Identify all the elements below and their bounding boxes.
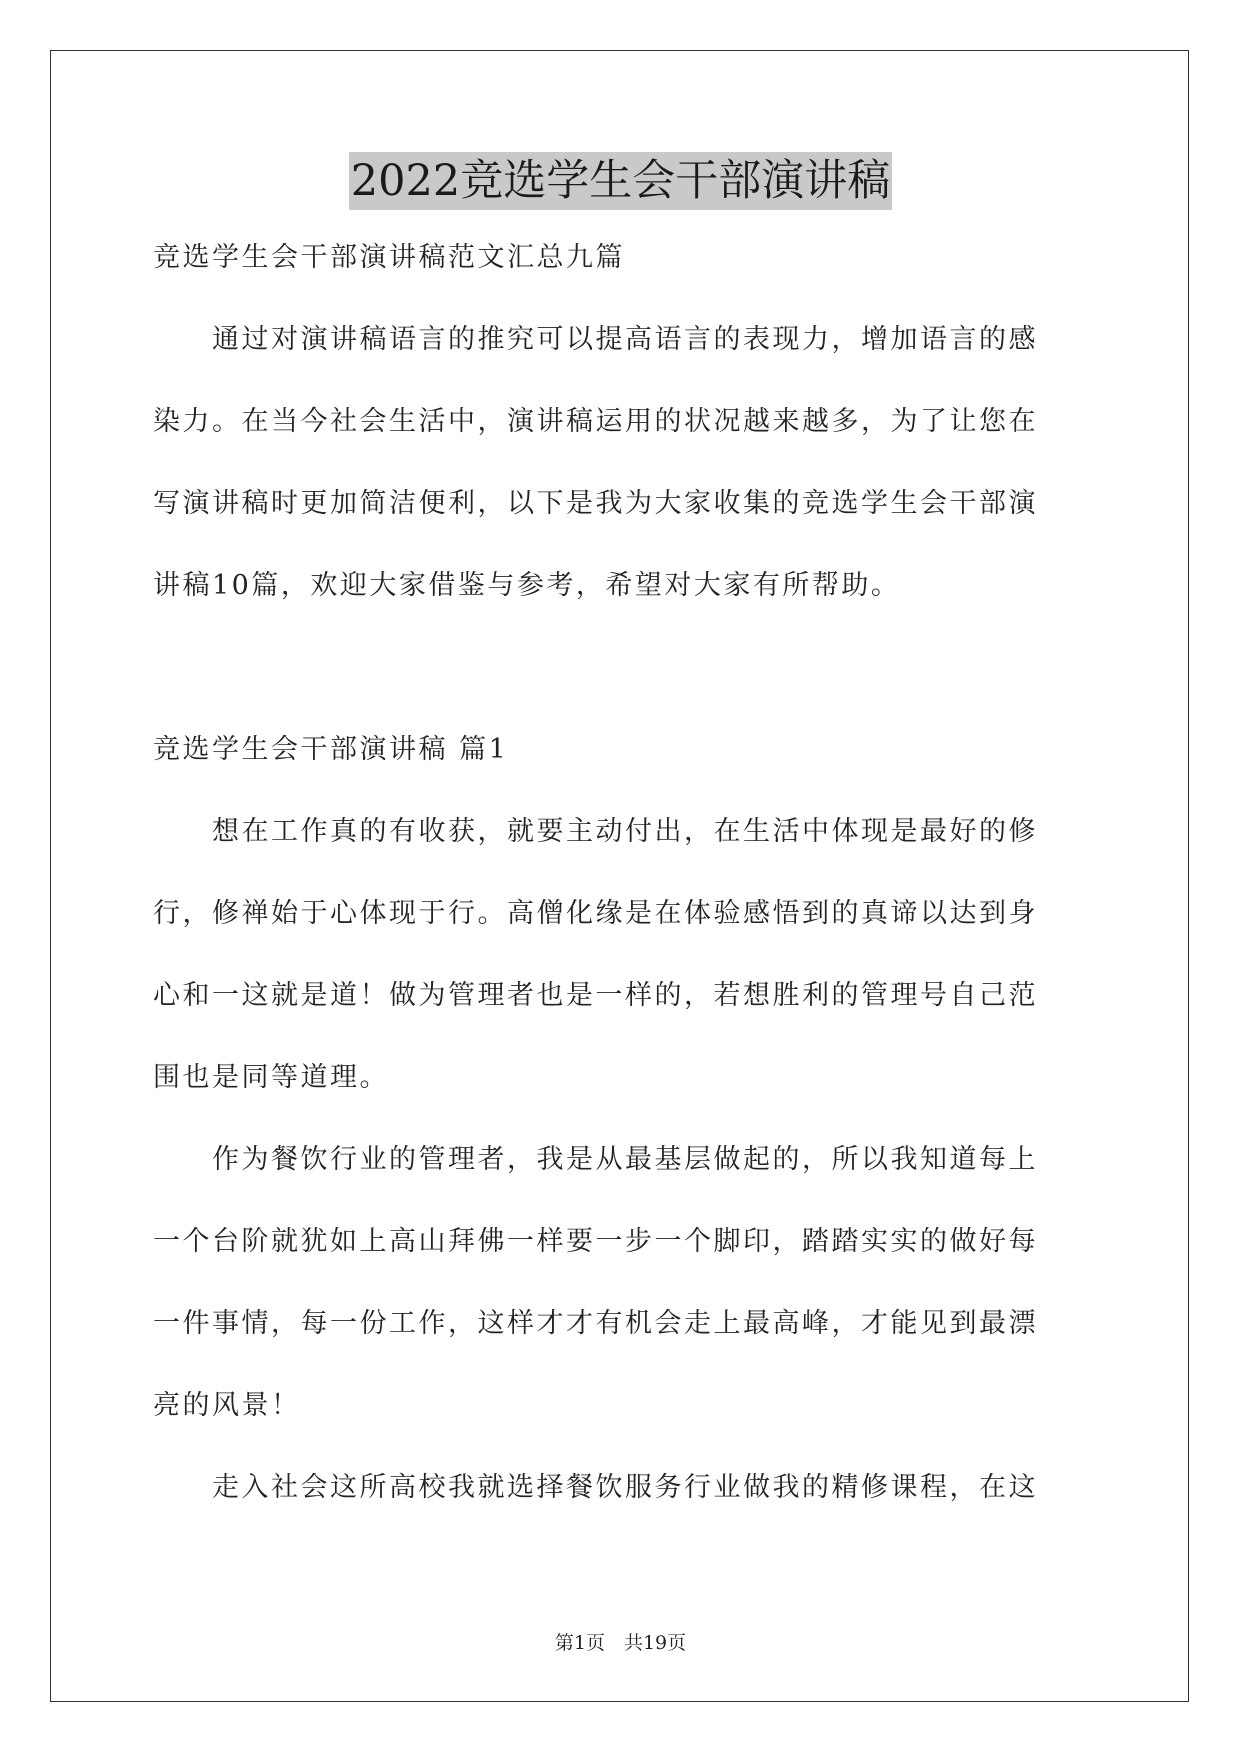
title-container [0,152,1241,210]
document-title: 2022竞选学生会干部演讲稿 [349,152,892,210]
paragraph-line: 行，修禅始于心体现于行。高僧化缘是在体验感悟到的真谛以达到身 [153,898,1038,929]
paragraph-line: 写演讲稿时更加简洁便利，以下是我为大家收集的竞选学生会干部演 [153,488,1038,519]
page-footer [0,1628,1241,1655]
paragraph-line: 讲稿10篇，欢迎大家借鉴与参考，希望对大家有所帮助。 [153,570,901,601]
paragraph-line: 心和一这就是道！做为管理者也是一样的，若想胜利的管理号自己范 [153,980,1038,1011]
paragraph-line: 想在工作真的有收获，就要主动付出，在生活中体现是最好的修 [153,816,1038,847]
section-heading: 竞选学生会干部演讲稿 篇1 [153,734,509,765]
page-border [50,50,1189,1702]
subtitle-line: 竞选学生会干部演讲稿范文汇总九篇 [153,242,625,273]
paragraph-line: 染力。在当今社会生活中，演讲稿运用的状况越来越多，为了让您在 [153,406,1038,437]
paragraph-line: 一个台阶就犹如上高山拜佛一样要一步一个脚印，踏踏实实的做好每 [153,1226,1038,1257]
paragraph-line: 亮的风景！ [153,1390,301,1421]
paragraph-line: 通过对演讲稿语言的推究可以提高语言的表现力，增加语言的感 [153,324,1038,355]
paragraph-line: 一件事情，每一份工作，这样才才有机会走上最高峰，才能见到最漂 [153,1308,1038,1339]
page-number: 第1页 共19页 [554,1632,687,1654]
paragraph-line: 作为餐饮行业的管理者，我是从最基层做起的，所以我知道每上 [153,1144,1038,1175]
paragraph-line: 走入社会这所高校我就选择餐饮服务行业做我的精修课程，在这 [153,1472,1038,1503]
paragraph-line: 围也是同等道理。 [153,1062,389,1093]
